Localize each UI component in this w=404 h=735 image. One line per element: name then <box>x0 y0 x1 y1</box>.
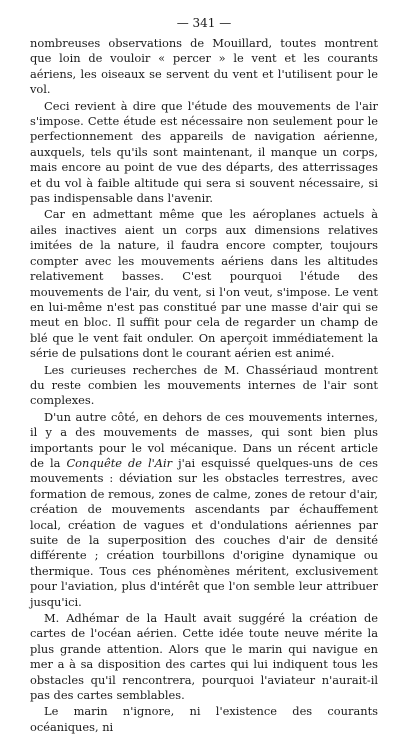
page-number: — 341 — <box>176 16 232 30</box>
paragraph-1: nombreuses observations de Mouillard, toutes montrent que loin de vouloir « percer » le vent et les courants aériens, les oiseaux se servent du vent et l'utilisent pour le vol. <box>30 36 378 97</box>
paragraph-5-text-before: D'un autre côté, en dehors de ces mouvements internes, il y a des mouvements de masses, qui sont bien plus importants pour le vol mécanique. Dans un récent article de la <box>30 409 378 470</box>
paragraph-4: Les curieuses recherches de M. Chassériaud montrent du reste combien les mouvements internes de l'air sont complexes. <box>30 362 378 408</box>
journal-title: Conquête de l'Air <box>66 455 173 470</box>
paragraph-5 <box>30 410 378 610</box>
paragraph-3: Car en admettant même que les aéroplanes actuels à ailes inactives aient un corps aux dimensions relatives imitées de la nature, il faudra encore compter, toujours compter avec les mouvements aériens dans les altitudes relativement basses. C'est pourquoi l'étude des mouvements de l'air, du vent, si l'on veut, s'impose. Le vent en lui-même n'est pas constitué par une masse d'air qui se meut en bloc. Il suffit pour cela de regarder un champ de blé que le vent fait onduler. On aperçoit immédiatement la série de pulsations dont le courant aérien est animé. <box>30 207 378 361</box>
paragraph-5-text-after: j'ai esquissé quelques-uns de ces mouvements : déviation sur les obstacles terrestres, avec formation de remous, zones de calme, zones de retour d'air, création de mouvements ascendants par échauffement local, création de vagues et d'ondulations aériennes par suite de la superposition des couches d'air de densité différente ; création tourbillons d'origine dynamique ou thermique. Tous ces phénomènes méritent, exclusivement pour l'aviation, plus d'intérêt que l'on semble leur attribuer jusqu'ici. <box>30 455 378 609</box>
paragraph-2: Ceci revient à dire que l'étude des mouvements de l'air s'impose. Cette étude est nécessaire non seulement pour le perfectionnement des appareils de navigation aérienne, auxquels, tels qu'ils sont maintenant, il manque un corps, mais encore au point de vue des départs, des atterrissages et du vol à faible altitude qui sera si souvent nécessaire, si pas indispensable dans l'avenir. <box>30 98 378 206</box>
paragraph-7: Le marin n'ignore, ni l'existence des courants océaniques, ni <box>30 704 378 734</box>
paragraph-6: M. Adhémar de la Hault avait suggéré la création de cartes de l'océan aérien. Cette idée toute neuve mérite la plus grande attention. Alors que le marin qui navigue en mer a à sa disposition des cartes qui lui indiquent tous les obstacles qu'il rencontrera, pourquoi l'aviateur n'aurait-il pas des cartes semblables. <box>30 611 378 703</box>
